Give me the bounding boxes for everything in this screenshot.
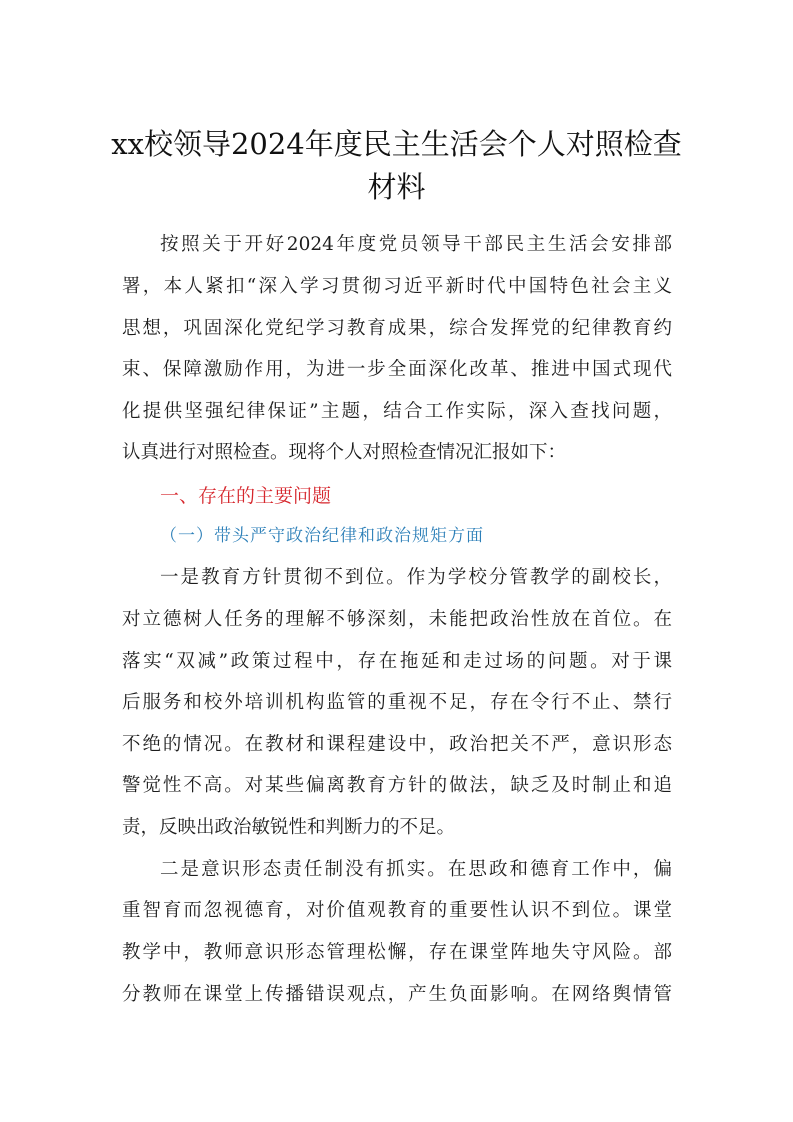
document-title-line-2: 材料 xyxy=(367,170,426,204)
section-heading: 一、存在的主要问题 xyxy=(160,485,332,507)
body-paragraph-line: 落实“双减”政策过程中，存在拖延和走过场的问题。对于课 xyxy=(122,651,672,672)
body-paragraph-line: 教学中，教师意识形态管理松懈，存在课堂阵地失守风险。部 xyxy=(122,942,672,963)
body-paragraph-line: 二是意识形态责任制没有抓实。在思政和德育工作中，偏 xyxy=(160,859,672,880)
intro-paragraph-line: 束、保障激励作用，为进一步全面深化改革、推进中国式现代 xyxy=(122,359,672,380)
body-paragraph-line: 后服务和校外培训机构监管的重视不足，存在令行不止、禁行 xyxy=(122,692,672,713)
intro-paragraph-line: 署，本人紧扣“深入学习贯彻习近平新时代中国特色社会主义 xyxy=(122,276,672,297)
document-title-line-1: xx校领导2024年度民主生活会个人对照检查 xyxy=(111,127,682,161)
body-paragraph-line: 一是教育方针贯彻不到位。作为学校分管教学的副校长， xyxy=(160,567,672,588)
body-paragraph-line: 不绝的情况。在教材和课程建设中，政治把关不严，意识形态 xyxy=(122,734,672,755)
subsection-heading: （一）带头严守政治纪律和政治规矩方面 xyxy=(160,526,484,546)
body-paragraph-line: 重智育而忽视德育，对价值观教育的重要性认识不到位。课堂 xyxy=(122,900,672,921)
body-paragraph-line: 分教师在课堂上传播错误观点，产生负面影响。在网络舆情管 xyxy=(122,984,672,1005)
body-paragraph-line: 对立德树人任务的理解不够深刻，未能把政治性放在首位。在 xyxy=(122,609,672,630)
intro-paragraph-line: 思想，巩固深化党纪学习教育成果，综合发挥党的纪律教育约 xyxy=(122,318,672,339)
intro-paragraph-line: 化提供坚强纪律保证”主题，结合工作实际，深入查找问题， xyxy=(122,401,672,422)
body-paragraph-line: 警觉性不高。对某些偏离教育方针的做法，缺乏及时制止和追 xyxy=(122,775,672,796)
intro-paragraph-line: 按照关于开好2024年度党员领导干部民主生活会安排部 xyxy=(160,234,672,255)
intro-paragraph-line: 认真进行对照检查。现将个人对照检查情况汇报如下： xyxy=(122,442,567,463)
body-paragraph-line: 责，反映出政治敏锐性和判断力的不足。 xyxy=(122,817,456,838)
